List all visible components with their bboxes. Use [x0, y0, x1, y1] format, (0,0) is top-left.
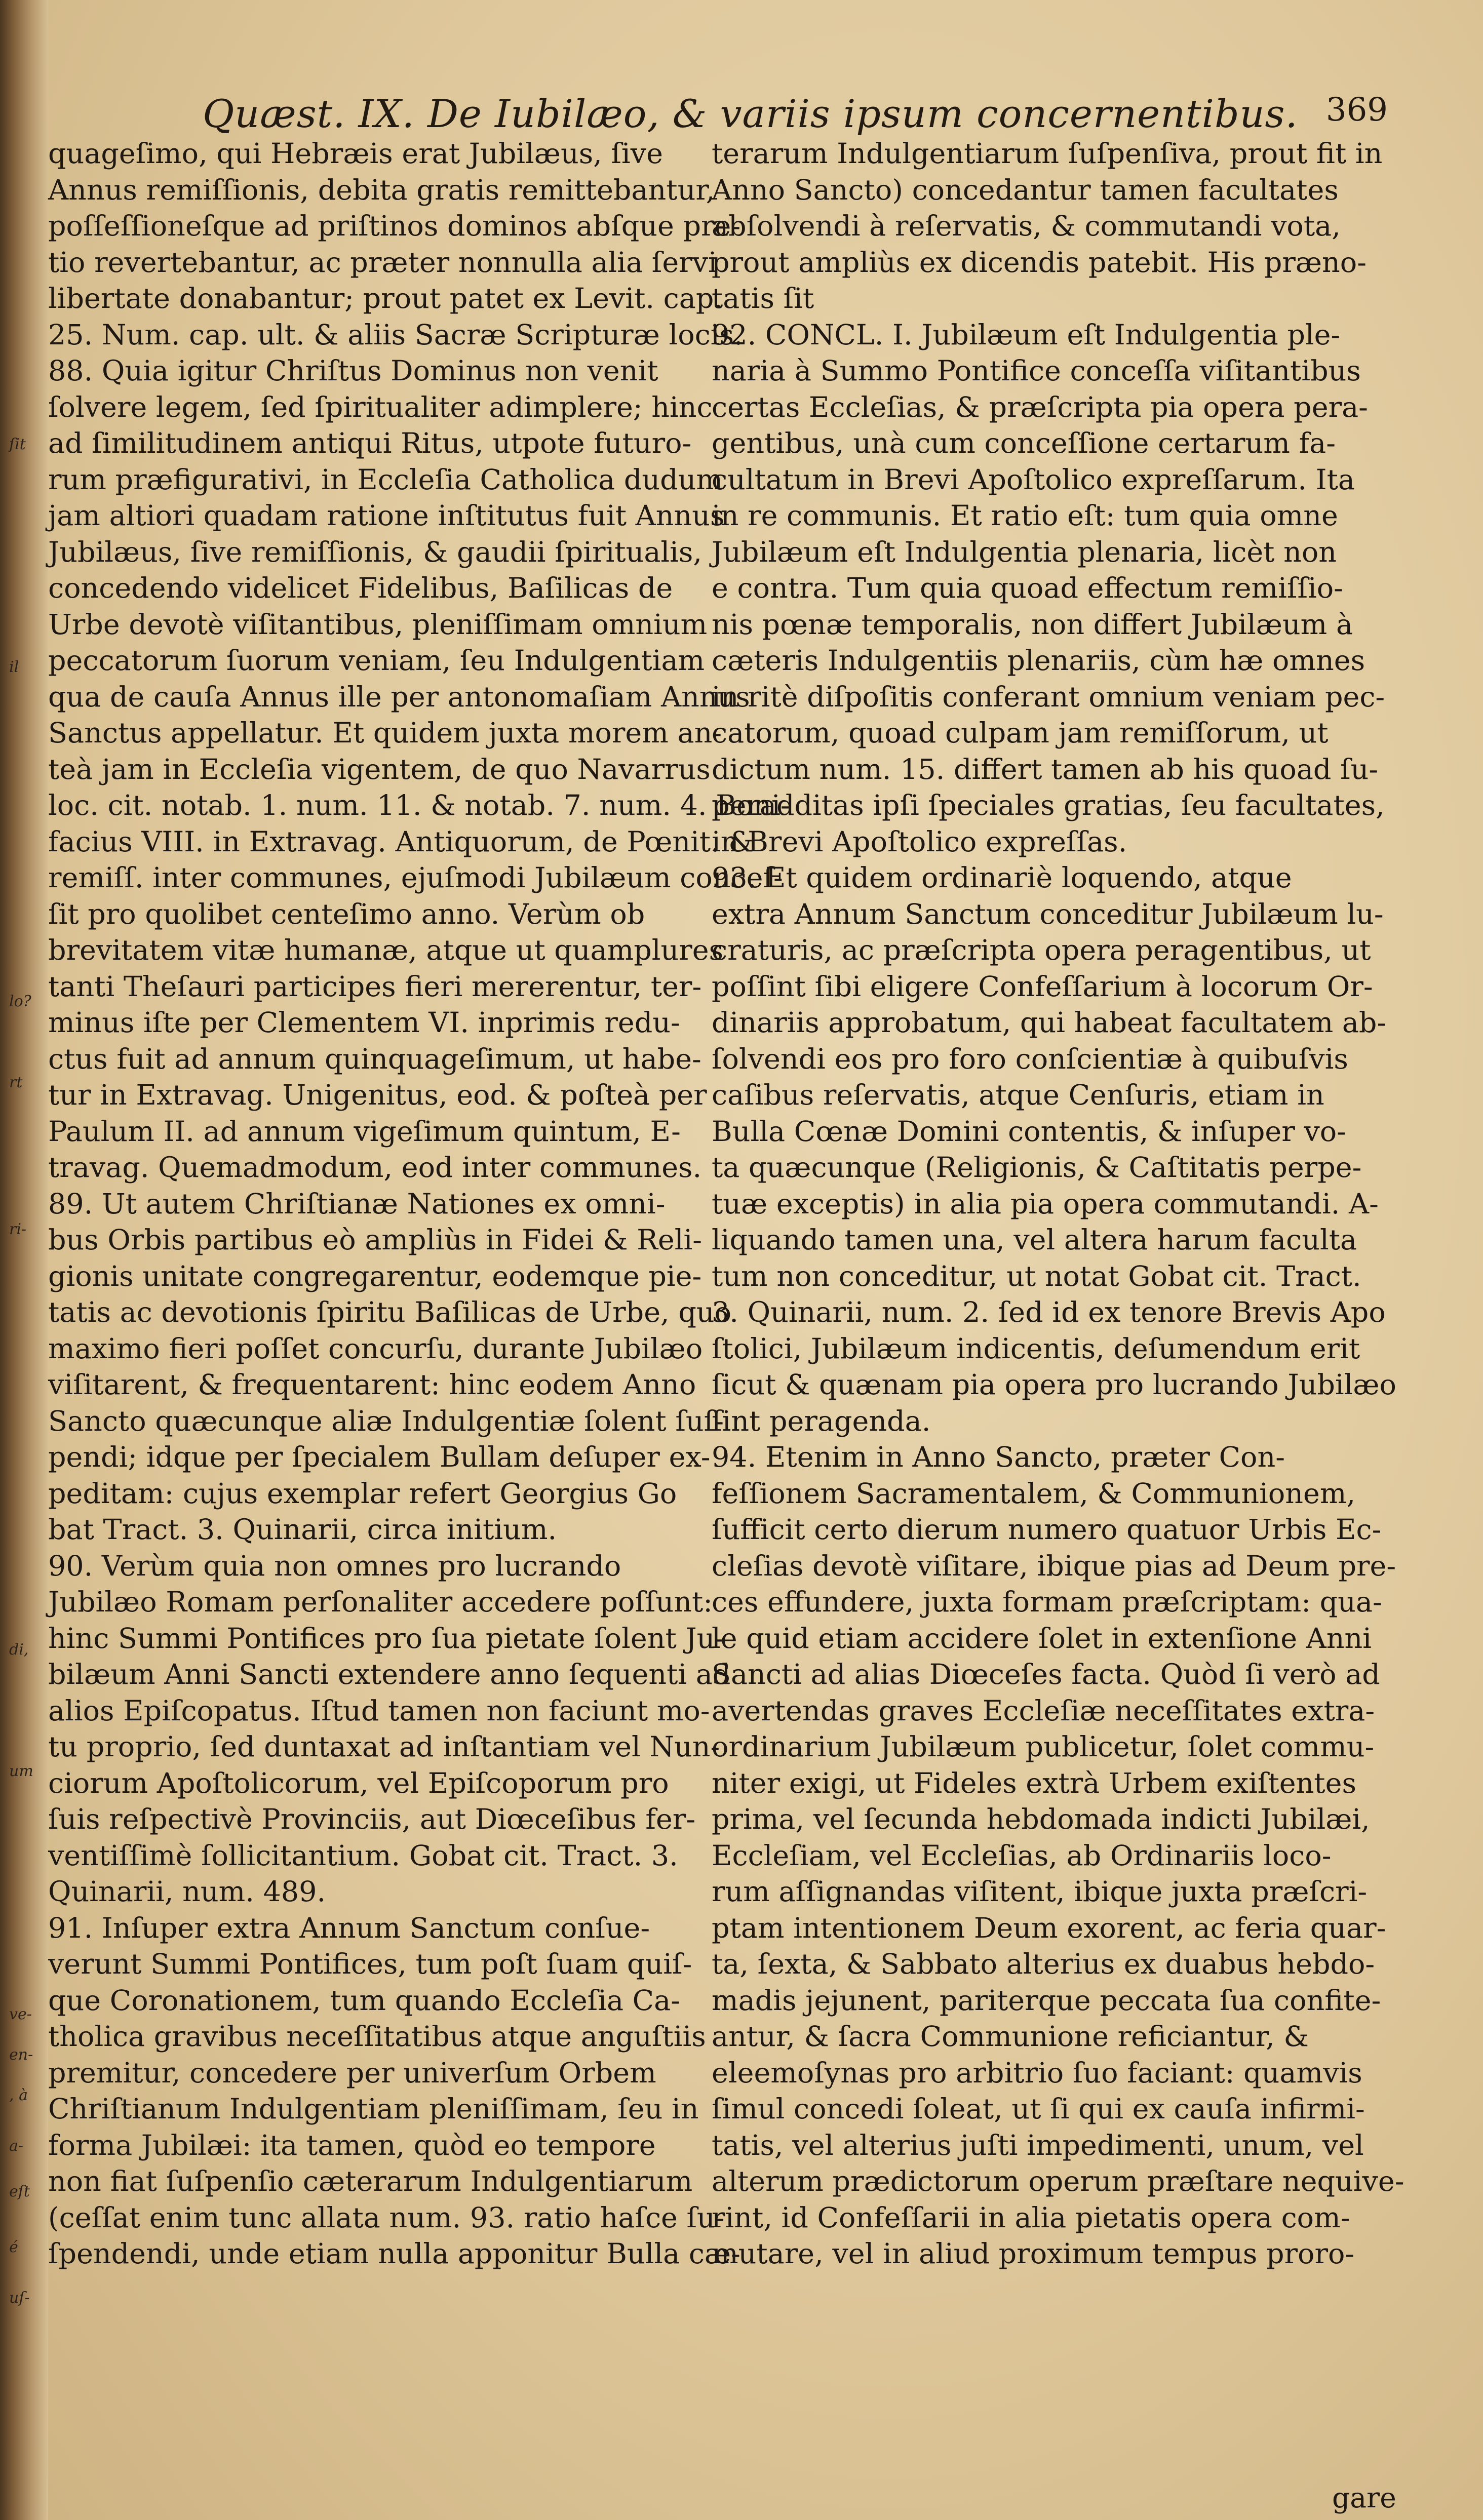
- text-line: catorum, quoad culpam jam remiſſorum, ut: [712, 717, 1329, 750]
- text-line: loc. cit. notab. 1. num. 11. & notab. 7. num. 4. Boni-: [48, 789, 790, 822]
- text-line: ſolvere legem, ſed ſpiritualiter adimplere; hinc: [48, 390, 713, 424]
- text-line: feſſionem Sacramentalem, & Communionem,: [712, 1477, 1356, 1510]
- catchword: gare: [1332, 2482, 1396, 2514]
- text-line: ventiſſimè ſollicitantium. Gobat cit. Tract. 3.: [48, 1839, 678, 1872]
- text-line: tatis ſit: [712, 282, 814, 315]
- text-line: ſufficit certo dierum numero quatuor Urbis Ec-: [712, 1513, 1382, 1546]
- text-line: liquando tamen una, vel altera harum facultа: [712, 1224, 1357, 1256]
- text-line: tu proprio, ſed duntaxat ad inſtantiam vel Nun-: [48, 1730, 720, 1763]
- text-line: 91. Inſuper extra Annum Sanctum conſue-: [48, 1911, 650, 1945]
- margin-fragment: lo?: [9, 993, 31, 1010]
- text-line: Eccleſiam, vel Eccleſias, ab Ordinariis loco-: [712, 1839, 1332, 1872]
- text-line: Paulum II. ad annum vigeſimum quintum, E-: [48, 1115, 681, 1148]
- text-line: rum aſſignandas viſitent, ibique juxta præſcri-: [712, 1875, 1368, 1908]
- text-line: (ceſſat enim tunc allata num. 93. ratio haſce ſu-: [48, 2201, 725, 2234]
- text-line: Jubilæo Romam perſonaliter accedere poſſunt:: [48, 1586, 713, 1619]
- text-line: ſicut & quænam pia opera pro lucrando Jubilæo: [712, 1368, 1396, 1401]
- text-line: Sancti ad alias Diœceſes facta. Quòd ſi verò ad: [712, 1658, 1380, 1691]
- text-line: extra Annum Sanctum conceditur Jubilæum lu-: [712, 897, 1384, 931]
- text-line: non fiat ſuſpenſio cæterarum Indulgentiarum: [48, 2165, 693, 2198]
- margin-fragment: uſ-: [9, 2289, 30, 2307]
- text-line: Jubilæus, ſive remiſſionis, & gaudii ſpiritualis,: [48, 535, 703, 569]
- running-title: Quæst. IX. De Iubilæo, & variis ipsum concernentibus.: [203, 91, 1298, 136]
- text-line: gionis unitate congregarentur, eodemque pie-: [48, 1259, 702, 1293]
- text-line: 89. Ut autem Chriſtianæ Nationes ex omni-: [48, 1187, 666, 1220]
- text-line: terarum Indulgentiarum ſuſpenſiva, prout fit in: [712, 137, 1383, 170]
- text-line: mutare, vel in aliud proximum tempus proro-: [712, 2237, 1355, 2270]
- text-line: rint, id Confeſſarii in alia pietatis opera com-: [712, 2201, 1350, 2234]
- text-line: jam altiori quadam ratione inſtitutus fuit Annus: [48, 499, 725, 532]
- text-line: ſimul concedi ſoleat, ut ſi qui ex cauſa infirmi-: [712, 2093, 1365, 2125]
- text-line: Chriſtianum Indulgentiam pleniſſimam, ſeu in: [48, 2093, 699, 2125]
- text-line: ad ſimilitudinem antiqui Ritus, utpote futuro-: [48, 427, 692, 460]
- text-line: caſibus reſervatis, atque Cenſuris, etiam in: [712, 1079, 1324, 1112]
- text-line: ſit pro quolibet centeſimo anno. Verùm ob: [48, 897, 645, 931]
- text-line: cultatum in Brevi Apoſtolico expreſſarum. Ita: [712, 463, 1355, 496]
- text-line: poſſint ſibi eligere Confeſſarium à locorum Or-: [712, 970, 1373, 1003]
- text-line: tatis ac devotionis ſpiritu Baſilicas de Urbe, quo: [48, 1296, 732, 1329]
- text-line: antur, & ſacra Communione reficiantur, &: [712, 2020, 1309, 2053]
- text-line: Sancto quæcunque aliæ Indulgentiæ ſolent ſuſ-: [48, 1404, 724, 1438]
- margin-fragment: ri-: [9, 1220, 27, 1238]
- text-line: peditam: cujus exemplar refert Georgius Go: [48, 1477, 677, 1510]
- text-line: Urbe devotè viſitantibus, pleniſſimam omnium: [48, 608, 708, 641]
- text-line: facius VIII. in Extravag. Antiquorum, de Pœnit. &: [48, 825, 754, 858]
- text-line: abſolvendi à reſervatis, & commutandi vota,: [712, 210, 1341, 243]
- text-line: alios Epiſcopatus. Iſtud tamen non faciunt mo-: [48, 1694, 710, 1727]
- text-line: remiſſ. inter communes, ejuſmodi Jubilæum conceſ-: [48, 861, 783, 894]
- text-line: e contra. Tum quia quoad effectum remiſſio-: [712, 572, 1343, 605]
- text-line: qua de cauſa Annus ille per antonomaſiam Annus: [48, 680, 750, 714]
- margin-fragment: di,: [9, 1641, 29, 1659]
- text-line: ſolvendi eos pro foro conſcientiæ à quibuſvis: [712, 1042, 1348, 1076]
- text-line: hinc Summi Pontifices pro ſua pietate ſolent Ju-: [48, 1622, 725, 1655]
- text-line: craturis, ac præſcripta opera peragentibus, ut: [712, 934, 1371, 967]
- text-line: le quid etiam accidere ſolet in extenſione Anni: [712, 1622, 1372, 1655]
- text-line: ſtolici, Jubilæum indicentis, deſumendum erit: [712, 1332, 1360, 1365]
- text-line: 25. Num. cap. ult. & aliis Sacræ Scripturæ locis.: [48, 318, 743, 351]
- text-line: niter exigi, ut Fideles extrà Urbem exiſtentes: [712, 1766, 1356, 1800]
- text-line: tholica gravibus neceſſitatibus atque anguſtiis: [48, 2020, 706, 2053]
- text-line: tanti Theſauri participes fieri mererentur, ter-: [48, 970, 702, 1003]
- text-line: ſpendendi, unde etiam nulla apponitur Bulla cæ-: [48, 2237, 740, 2270]
- text-line: travag. Quemadmodum, eod inter communes.: [48, 1151, 702, 1184]
- text-line: prout ampliùs ex dicendis patebit. His præno-: [712, 246, 1367, 279]
- text-line: alterum prædictorum operum præſtare nequive-: [712, 2165, 1404, 2198]
- text-line: bat Tract. 3. Quinarii, circa initium.: [48, 1513, 557, 1546]
- text-line: ſuis reſpectivè Provinciis, aut Diœceſibus fer-: [48, 1803, 696, 1836]
- text-line: Bulla Cœnæ Domini contentis, & inſuper vo-: [712, 1115, 1346, 1148]
- text-line: 90. Verùm quia non omnes pro lucrando: [48, 1549, 621, 1583]
- margin-fragment: rt: [9, 1074, 23, 1091]
- margin-fragment: a-: [9, 2137, 24, 2155]
- margin-fragment: , à: [9, 2086, 28, 2104]
- text-line: quageſimo, qui Hebræis erat Jubilæus, ſive: [48, 137, 663, 170]
- text-line: Annus remiſſionis, debita gratis remittebantur,: [48, 173, 715, 207]
- margin-fragment: um: [9, 1762, 33, 1780]
- text-line: que Coronationem, tum quando Eccleſia Ca-: [48, 1984, 680, 2017]
- text-line: certas Eccleſias, & præſcripta pia opera pera-: [712, 390, 1368, 424]
- text-line: ciorum Apoſtolicorum, vel Epiſcoporum pro: [48, 1766, 669, 1800]
- text-line: 92. CONCL. I. Jubilæum eſt Indulgentia ple-: [712, 318, 1341, 351]
- page-number: 369: [1325, 91, 1388, 129]
- text-line: naria à Summo Pontifice conceſſa viſitantibus: [712, 355, 1361, 387]
- text-line: in ritè diſpoſitis conferant omnium veniam pec-: [712, 680, 1385, 714]
- text-line: brevitatem vitæ humanæ, atque ut quamplures: [48, 934, 724, 967]
- text-line: peradditas ipſi ſpeciales gratias, ſeu facultates,: [712, 789, 1385, 822]
- text-line: 93. Et quidem ordinariè loquendo, atque: [712, 861, 1292, 894]
- text-line: peccatorum ſuorum veniam, ſeu Indulgentiam: [48, 644, 705, 677]
- text-line: nis pœnæ temporalis, non differt Jubilæum à: [712, 608, 1353, 641]
- text-line: madis jejunent, pariterque peccata ſua confite-: [712, 1984, 1381, 2017]
- text-line: ſint peragenda.: [712, 1404, 931, 1438]
- text-line: in Brevi Apoſtolico expreſſas.: [712, 825, 1127, 858]
- text-line: verunt Summi Pontifices, tum poſt ſuam quiſ-: [48, 1948, 692, 1981]
- margin-fragment: il: [9, 658, 19, 676]
- running-head: [203, 91, 1388, 142]
- text-line: viſitarent, & frequentarent: hinc eodem Anno: [48, 1368, 696, 1401]
- text-line: teà jam in Eccleſia vigentem, de quo Navarrus: [48, 753, 711, 786]
- text-line: ta, ſexta, & Sabbato alterius ex duabus hebdo-: [712, 1948, 1375, 1981]
- text-line: dictum num. 15. differt tamen ab his quoad ſu-: [712, 753, 1379, 786]
- text-line: premitur, concedere per univerſum Orbem: [48, 2056, 656, 2090]
- text-line: Quinarii, num. 489.: [48, 1875, 326, 1908]
- text-line: Anno Sancto) concedantur tamen facultates: [712, 173, 1339, 207]
- text-line: maximo fieri poſſet concurſu, durante Jubilæo: [48, 1332, 703, 1365]
- text-line: Sanctus appellatur. Et quidem juxta morem an-: [48, 717, 722, 750]
- margin-fragment: ſit: [9, 436, 26, 453]
- margin-fragment: é: [9, 2238, 18, 2256]
- text-line: 88. Quia igitur Chriſtus Dominus non venit: [48, 355, 658, 387]
- text-line: 3. Quinarii, num. 2. ſed id ex tenore Brevis Apo: [712, 1296, 1386, 1329]
- text-line: rum præfigurativi, in Eccleſia Catholica dudum: [48, 463, 723, 496]
- text-line: Jubilæum eſt Indulgentia plenaria, licèt non: [712, 535, 1337, 569]
- text-line: avertendas graves Eccleſiæ neceſſitates extra-: [712, 1694, 1375, 1727]
- text-line: minus iſte per Clementem VI. inprimis redu-: [48, 1006, 680, 1039]
- text-line: in re communis. Et ratio eſt: tum quia omne: [712, 499, 1338, 532]
- text-line: ta quæcunque (Religionis, & Caſtitatis perpe-: [712, 1151, 1362, 1184]
- text-line: forma Jubilæi: ita tamen, quòd eo tempore: [48, 2129, 656, 2162]
- text-line: ordinarium Jubilæum publicetur, ſolet commu-: [712, 1730, 1375, 1763]
- text-line: 94. Etenim in Anno Sancto, præter Con-: [712, 1441, 1285, 1474]
- margin-fragment: ve-: [9, 2005, 32, 2023]
- text-line: concedendo videlicet Fidelibus, Baſilicas de: [48, 572, 673, 605]
- text-line: bus Orbis partibus eò ampliùs in Fidei & Reli-: [48, 1224, 703, 1256]
- text-line: tatis, vel alterius juſti impedimenti, unum, vel: [712, 2129, 1364, 2162]
- text-line: poſſeſſioneſque ad priſtinos dominos abſque pre-: [48, 210, 741, 243]
- right-column: [712, 136, 1404, 2272]
- text-line: ptam intentionem Deum exorent, ac feria quar-: [712, 1911, 1386, 1945]
- text-line: prima, vel ſecunda hebdomada indicti Jubilæi,: [712, 1803, 1370, 1836]
- margin-fragment: eſt: [9, 2183, 30, 2200]
- text-line: tio revertebantur, ac præter nonnulla alia ſervi: [48, 246, 717, 279]
- text-line: bilæum Anni Sancti extendere anno ſequenti ad: [48, 1658, 731, 1691]
- text-line: tum non conceditur, ut notat Gobat cit. Tract.: [712, 1259, 1361, 1293]
- margin-fragment: en-: [9, 2046, 33, 2064]
- text-line: libertate donabantur; prout patet ex Levit. cap.: [48, 282, 723, 315]
- text-line: ctus fuit ad annum quinquageſimum, ut habe-: [48, 1042, 701, 1076]
- text-line: eleemoſynas pro arbitrio ſuo faciant: quamvis: [712, 2056, 1362, 2090]
- text-line: gentibus, unà cum conceſſione certarum fa-: [712, 427, 1336, 460]
- text-line: cleſias devotè viſitare, ibique pias ad Deum pre-: [712, 1549, 1396, 1583]
- text-line: tur in Extravag. Unigenitus, eod. & poſteà per: [48, 1079, 707, 1112]
- text-line: tuæ exceptis) in alia pia opera commutandi. A-: [712, 1187, 1379, 1220]
- text-line: dinariis approbatum, qui habeat facultatem ab-: [712, 1006, 1387, 1039]
- text-line: ces effundere, juxta formam præſcriptam: qua-: [712, 1586, 1382, 1619]
- text-line: pendi; idque per ſpecialem Bullam deſuper ex-: [48, 1441, 711, 1474]
- text-line: cæteris Indulgentiis plenariis, cùm hæ omnes: [712, 644, 1365, 677]
